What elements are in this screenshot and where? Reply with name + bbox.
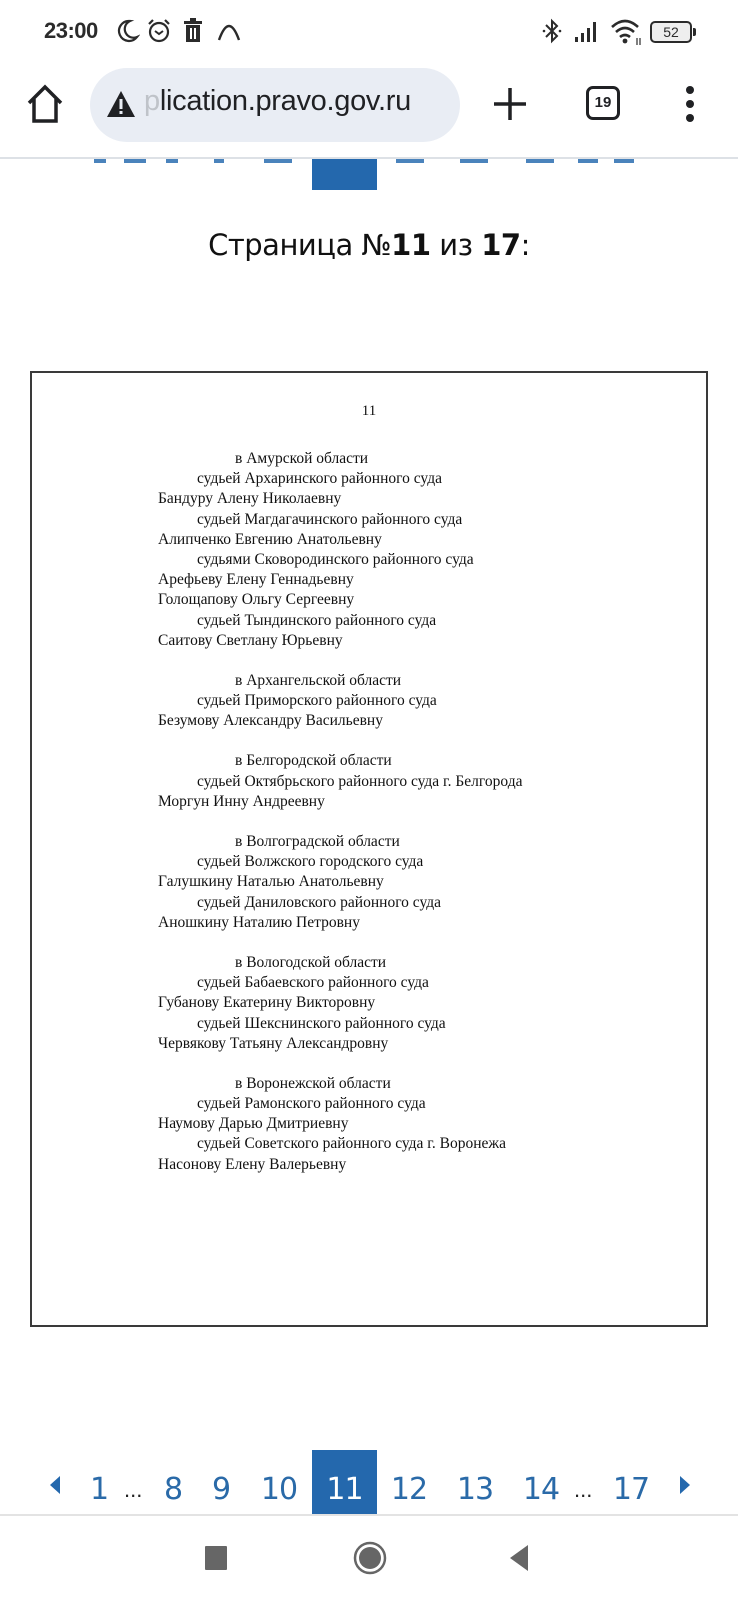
not-secure-warning-icon[interactable] bbox=[106, 90, 136, 118]
page-link-9[interactable]: 9 bbox=[211, 1472, 231, 1507]
court-line: судьей Бабаевского районного суда bbox=[197, 974, 429, 992]
heading-suffix: : bbox=[520, 228, 530, 262]
top-pager-item[interactable] bbox=[264, 159, 292, 163]
caret-up-icon bbox=[216, 18, 242, 42]
top-pagination bbox=[0, 159, 738, 191]
heading-middle: из bbox=[430, 228, 482, 262]
top-pager-item[interactable] bbox=[526, 159, 554, 163]
bluetooth-icon bbox=[542, 18, 562, 44]
judge-name: Аношкину Наталию Петровну bbox=[158, 913, 360, 931]
home-icon[interactable] bbox=[26, 84, 64, 124]
court-line: судьей Октябрьского районного суда г. Белгорода bbox=[197, 772, 523, 790]
judge-name: Червякову Татьяну Александровну bbox=[158, 1034, 389, 1052]
tab-count: 19 bbox=[594, 94, 612, 111]
judge-name: Наумову Дарью Дмитриевну bbox=[158, 1115, 349, 1133]
section-gap bbox=[158, 933, 698, 953]
judge-name: Насонову Елену Валерьевну bbox=[158, 1155, 347, 1173]
court-line: судьей Советского районного суда г. Воронежа bbox=[197, 1135, 506, 1153]
url-text[interactable] bbox=[144, 85, 444, 118]
region-heading: в Волгоградской области bbox=[235, 833, 400, 850]
court-line: судьей Шекснинского районного суда bbox=[197, 1014, 446, 1032]
battery-tip bbox=[693, 28, 696, 36]
url-main: lication.pravo.gov.ru bbox=[159, 85, 411, 117]
top-pager-item[interactable] bbox=[396, 159, 424, 163]
tab-switcher-button[interactable] bbox=[586, 86, 620, 120]
judge-name: Бандуру Алену Николаевну bbox=[158, 490, 342, 508]
system-nav-bar bbox=[0, 1516, 738, 1600]
court-line: судьей Рамонского районного суда bbox=[197, 1095, 426, 1113]
battery-level: 52 bbox=[663, 24, 679, 40]
page-link-1[interactable]: 1 bbox=[89, 1472, 109, 1507]
document-page bbox=[30, 371, 708, 1327]
court-line: судьей Волжского городского суда bbox=[197, 853, 424, 871]
court-line: судьей Тындинского районного суда bbox=[197, 611, 437, 629]
moon-icon bbox=[116, 18, 140, 44]
pager-ellipsis: ... bbox=[124, 1477, 143, 1502]
judge-name: Голощапову Ольгу Сергеевну bbox=[158, 591, 355, 609]
page-link-17[interactable]: 17 bbox=[612, 1472, 650, 1507]
section-gap bbox=[158, 812, 698, 832]
court-line: судьей Приморского районного суда bbox=[197, 692, 437, 710]
section-gap bbox=[158, 731, 698, 751]
home-circle-icon[interactable] bbox=[352, 1538, 388, 1578]
page-link-13[interactable]: 13 bbox=[456, 1472, 494, 1507]
top-pager-item[interactable] bbox=[166, 159, 178, 163]
judge-name: Губанову Екатерину Викторовну bbox=[158, 994, 376, 1012]
browser-toolbar bbox=[0, 64, 738, 158]
top-pager-active[interactable] bbox=[312, 159, 377, 190]
judge-name: Галушкину Наталью Анатольевну bbox=[158, 873, 384, 891]
page-link-8[interactable]: 8 bbox=[163, 1472, 183, 1507]
region-heading: в Воронежской области bbox=[235, 1074, 391, 1092]
new-tab-icon[interactable] bbox=[490, 84, 530, 124]
court-line: судьями Сковородинского районного суда bbox=[197, 550, 474, 568]
page-link-11-active[interactable]: 11 bbox=[312, 1450, 377, 1514]
court-line: судьей Даниловского районного суда bbox=[197, 893, 442, 911]
trash-icon bbox=[182, 18, 204, 44]
page-link-14[interactable]: 14 bbox=[522, 1472, 560, 1507]
document-body bbox=[158, 449, 698, 1175]
heading-total-pages: 17 bbox=[481, 228, 521, 262]
court-line: судьей Архаринского районного суда bbox=[197, 470, 442, 488]
recents-button[interactable] bbox=[205, 1546, 227, 1570]
status-time: 23:00 bbox=[44, 18, 98, 43]
overflow-menu-icon[interactable] bbox=[682, 84, 698, 124]
judge-name: Арефьеву Елену Геннадьевну bbox=[158, 571, 354, 589]
region-heading: в Вологодской области bbox=[235, 953, 387, 971]
judge-name: Моргун Инну Андреевну bbox=[158, 792, 325, 810]
region-heading: в Архангельской области bbox=[235, 671, 402, 689]
page-link-10[interactable]: 10 bbox=[260, 1472, 298, 1507]
url-faded-prefix: p bbox=[144, 85, 160, 117]
page-heading bbox=[0, 228, 738, 262]
wifi-icon bbox=[610, 18, 642, 46]
top-pager-item[interactable] bbox=[460, 159, 488, 163]
top-pager-item[interactable] bbox=[94, 159, 106, 163]
address-bar[interactable] bbox=[90, 68, 460, 142]
judge-name: Безумову Александру Васильевну bbox=[158, 712, 383, 730]
top-pager-item[interactable] bbox=[578, 159, 598, 163]
region-heading: в Амурской области bbox=[235, 450, 369, 467]
heading-prefix: Страница № bbox=[208, 228, 392, 262]
pagination bbox=[0, 1450, 738, 1514]
pager-ellipsis: ... bbox=[574, 1477, 593, 1502]
top-pager-item[interactable] bbox=[614, 159, 634, 163]
triangle-left-icon[interactable] bbox=[48, 1474, 62, 1496]
alarm-icon bbox=[146, 18, 172, 44]
heading-current-page: 11 bbox=[391, 228, 431, 262]
section-gap bbox=[158, 651, 698, 671]
triangle-right-icon[interactable] bbox=[678, 1474, 692, 1496]
signal-icon bbox=[574, 18, 602, 44]
section-gap bbox=[158, 1054, 698, 1074]
court-line: судьей Магдагачинского районного суда bbox=[197, 510, 463, 528]
back-triangle-icon[interactable] bbox=[508, 1544, 530, 1572]
judge-name: Саитову Светлану Юрьевну bbox=[158, 631, 343, 649]
document-page-number: 11 bbox=[361, 403, 377, 419]
battery-icon bbox=[650, 21, 692, 43]
top-pager-item[interactable] bbox=[214, 159, 224, 163]
region-heading: в Белгородской области bbox=[235, 752, 392, 770]
status-bar bbox=[0, 0, 738, 64]
judge-name: Алипченко Евгению Анатольевну bbox=[158, 530, 382, 548]
page-link-12[interactable]: 12 bbox=[390, 1472, 428, 1507]
top-pager-item[interactable] bbox=[124, 159, 146, 163]
